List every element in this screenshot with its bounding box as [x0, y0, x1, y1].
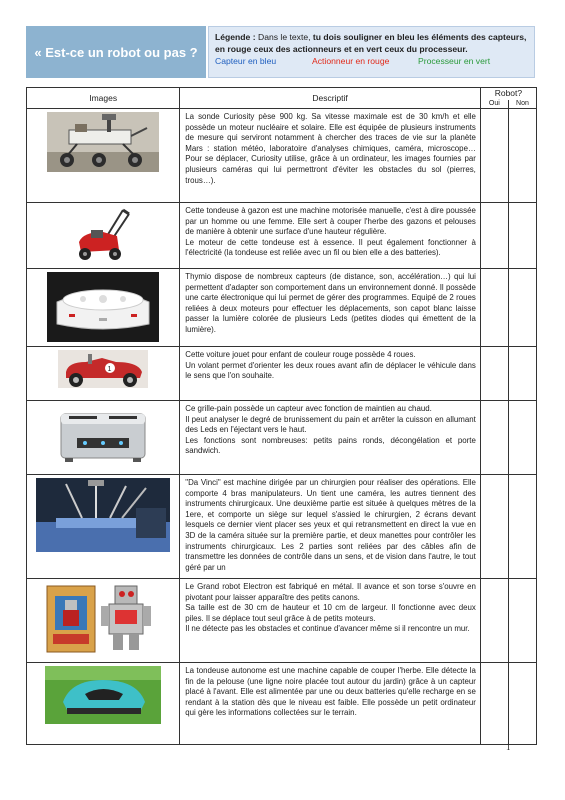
- description-paragraph: Ce grille-pain possède un capteur avec fonction de maintien au chaud.: [185, 404, 432, 413]
- answer-oui-cell[interactable]: [480, 579, 508, 663]
- answer-non-cell[interactable]: [508, 475, 536, 579]
- description-cell: [180, 203, 481, 269]
- answer-non-cell[interactable]: [508, 401, 536, 475]
- description-paragraph: La sonde Curiosity pèse 900 kg. Sa vitesse maximale est de 30 km/h et elle possède un moteur nucléaire et solaire. Elle est équipée de plusieurs instruments de mesure qui serviront notamment à chercher des traces de vie sur la planète Mars : station météo, laboratoire d'analyses chimiques, caméra, microscope… Pour se déplacer, Curiosity utilise, grâce à un ordinateur, les images fournies par plusieurs caméras qui lui permettront d'éviter les obstacles du sol (pierres, trous…).: [185, 112, 476, 185]
- answer-oui-cell[interactable]: [480, 475, 508, 579]
- description-text: [180, 109, 480, 186]
- description-text: [180, 475, 480, 578]
- description-paragraph: Un volant permet d'orienter les deux roues avant afin de déplacer le véhicule dans le sens que l'on souhaite.: [185, 360, 476, 381]
- answer-oui-cell[interactable]: [480, 347, 508, 401]
- toy-car-photo: [27, 347, 179, 388]
- image-cell: [27, 475, 180, 579]
- answer-oui-cell[interactable]: [480, 401, 508, 475]
- description-paragraph: Cette voiture jouet pour enfant de couleur rouge possède 4 roues.: [185, 350, 416, 359]
- table-row: [27, 579, 537, 663]
- description-text: [180, 347, 480, 382]
- description-paragraph: Le moteur de cette tondeuse est à essence. Il peut également fonctionner à l'électricité (la tondeuse est reliée avec un fil ou bien elle a des batteries).: [185, 237, 476, 258]
- description-text: [180, 663, 480, 719]
- robot-classification-table: [26, 87, 537, 745]
- description-cell: [180, 579, 481, 663]
- legend-label: Légende :: [215, 32, 256, 42]
- header-oui: Oui: [480, 100, 508, 109]
- description-text: [180, 579, 480, 635]
- description-cell: [180, 269, 481, 347]
- legend-key-sensor: Capteur en bleu: [215, 56, 277, 66]
- robotic-lawn-mower-photo: [27, 663, 179, 724]
- image-cell: [27, 347, 180, 401]
- description-paragraph: "Da Vinci" est machine dirigée par un chirurgien pour réaliser des opérations. Elle comporte 4 bras manipulateurs. Un tient une caméra, les autres tiennent des instruments chirurgicaux. Une deuxième partie est située à quelques mètres de la 1ere, et comporte un siège sur lequel s'assied le chirurgien, 2 écrans devant lesquels ce dernier vient placer ses yeux et qui retransmettent en direct la vue en 3D de la caméra située sur la première partie, et deux manettes pour contrôler les instruments chirurgicaux. Les 2 parties sont reliées par des câbles afin de transmettre les données de contrôle dans un sens, et de vision dans l'autre, le tout géré par un: [185, 478, 476, 572]
- table-row: [27, 269, 537, 347]
- toaster-photo: [27, 401, 179, 466]
- description-paragraph: Cette tondeuse à gazon est une machine motorisée manuelle, c'est à dire poussée par un homme ou une femme. Elle sert à couper l'herbe des gazons et pelouses de manière à obtenir une surface d'une hauteur régulière.: [185, 206, 476, 237]
- thymio-robot-photo: [27, 269, 179, 342]
- svg-text:1: 1: [107, 366, 112, 373]
- description-paragraph: Le Grand robot Electron est fabriqué en métal. Il avance et son torse s'ouvre en pivotant pour laisser apparaître des petits canons.: [185, 582, 476, 602]
- description-cell: [180, 663, 481, 745]
- description-paragraph: Sa taille est de 30 cm de hauteur et 10 cm de largeur. Il fonctionne avec deux piles. Il se déplace tout seul grâce à de petits moteurs.: [185, 603, 476, 623]
- description-text: [180, 203, 480, 259]
- worksheet-title-box: [26, 26, 206, 78]
- header-images: Images: [27, 88, 180, 109]
- header-robot: Robot?: [480, 88, 536, 100]
- legend-intro: Dans le texte,: [255, 32, 313, 42]
- image-cell: [27, 663, 180, 745]
- answer-non-cell[interactable]: [508, 579, 536, 663]
- table-row: [27, 401, 537, 475]
- description-paragraph: La tondeuse autonome est une machine capable de couper l'herbe. Elle détecte la fin de la pelouse (une ligne noire placée tout autour du jardin) grâce à un capteur placé à l'avant. Elle est alimentée par une ou deux batteries qu'elle recharge en se rendant à la station dès que le niveau est faible. Elle possède un petit ordinateur qui gère les informations collectées sur le terrain.: [185, 666, 476, 718]
- image-cell: [27, 203, 180, 269]
- table-row: [27, 347, 537, 401]
- answer-oui-cell[interactable]: [480, 269, 508, 347]
- legend-keys: [215, 56, 528, 68]
- answer-non-cell[interactable]: [508, 203, 536, 269]
- answer-oui-cell[interactable]: [480, 663, 508, 745]
- description-paragraph: Il ne détecte pas les obstacles et continue d'avancer même si il rencontre un mur.: [185, 624, 470, 634]
- table-row: [27, 109, 537, 203]
- answer-oui-cell[interactable]: [480, 109, 508, 203]
- legend-key-processor: Processeur en vert: [418, 56, 491, 66]
- description-cell: [180, 401, 481, 475]
- description-cell: [180, 475, 481, 579]
- table-row: [27, 203, 537, 269]
- answer-non-cell[interactable]: [508, 269, 536, 347]
- table-row: [27, 663, 537, 745]
- legend-instruction-text: tu dois souligner en bleu les éléments des capteurs, en rouge ceux des actionneurs et en vert ceux du processeur.: [215, 32, 527, 54]
- page-number: 1: [506, 742, 511, 752]
- table-row: [27, 475, 537, 579]
- image-cell: [27, 401, 180, 475]
- answer-non-cell[interactable]: [508, 347, 536, 401]
- image-cell: [27, 579, 180, 663]
- header-description: Descriptif: [180, 88, 481, 109]
- image-cell: [27, 109, 180, 203]
- image-cell: [27, 269, 180, 347]
- answer-non-cell[interactable]: [508, 109, 536, 203]
- legend-key-actuator: Actionneur en rouge: [312, 56, 390, 66]
- answer-non-cell[interactable]: [508, 663, 536, 745]
- answer-oui-cell[interactable]: [480, 203, 508, 269]
- header-non: Non: [508, 100, 536, 109]
- curiosity-rover-photo: [27, 109, 179, 172]
- lawn-mower-photo: [27, 203, 179, 266]
- description-paragraph: Il peut analyser le degré de brunissement du pain et arrêter la cuisson en allumant des Leds en l'éjectant vers le haut.: [185, 414, 476, 435]
- da-vinci-surgical-robot-photo: [27, 475, 179, 552]
- description-paragraph: Thymio dispose de nombreux capteurs (de distance, son, accélération…) qui lui permettent d'adapter son comportement dans un environnement donné. Il possède une carte électronique qui lui permet de gérer des programmes. Equipé de 2 roues reliées à deux moteurs pour effectuer les déplacements, son capot blanc laisse passer la lumière colorée de plusieurs Leds (petites diodes qui émettent de la lumière).: [185, 272, 476, 334]
- electron-tin-robot-photo: [27, 579, 179, 656]
- description-cell: [180, 347, 481, 401]
- legend-box: [208, 26, 535, 78]
- description-text: [180, 269, 480, 336]
- legend-instruction: [215, 32, 528, 55]
- worksheet-title: « Est-ce un robot ou pas ?: [34, 44, 198, 60]
- description-paragraph: Les fonctions sont nombreuses: petits pains ronds, décongélation et porte sandwich.: [185, 435, 476, 456]
- description-text: [180, 401, 480, 457]
- description-cell: [180, 109, 481, 203]
